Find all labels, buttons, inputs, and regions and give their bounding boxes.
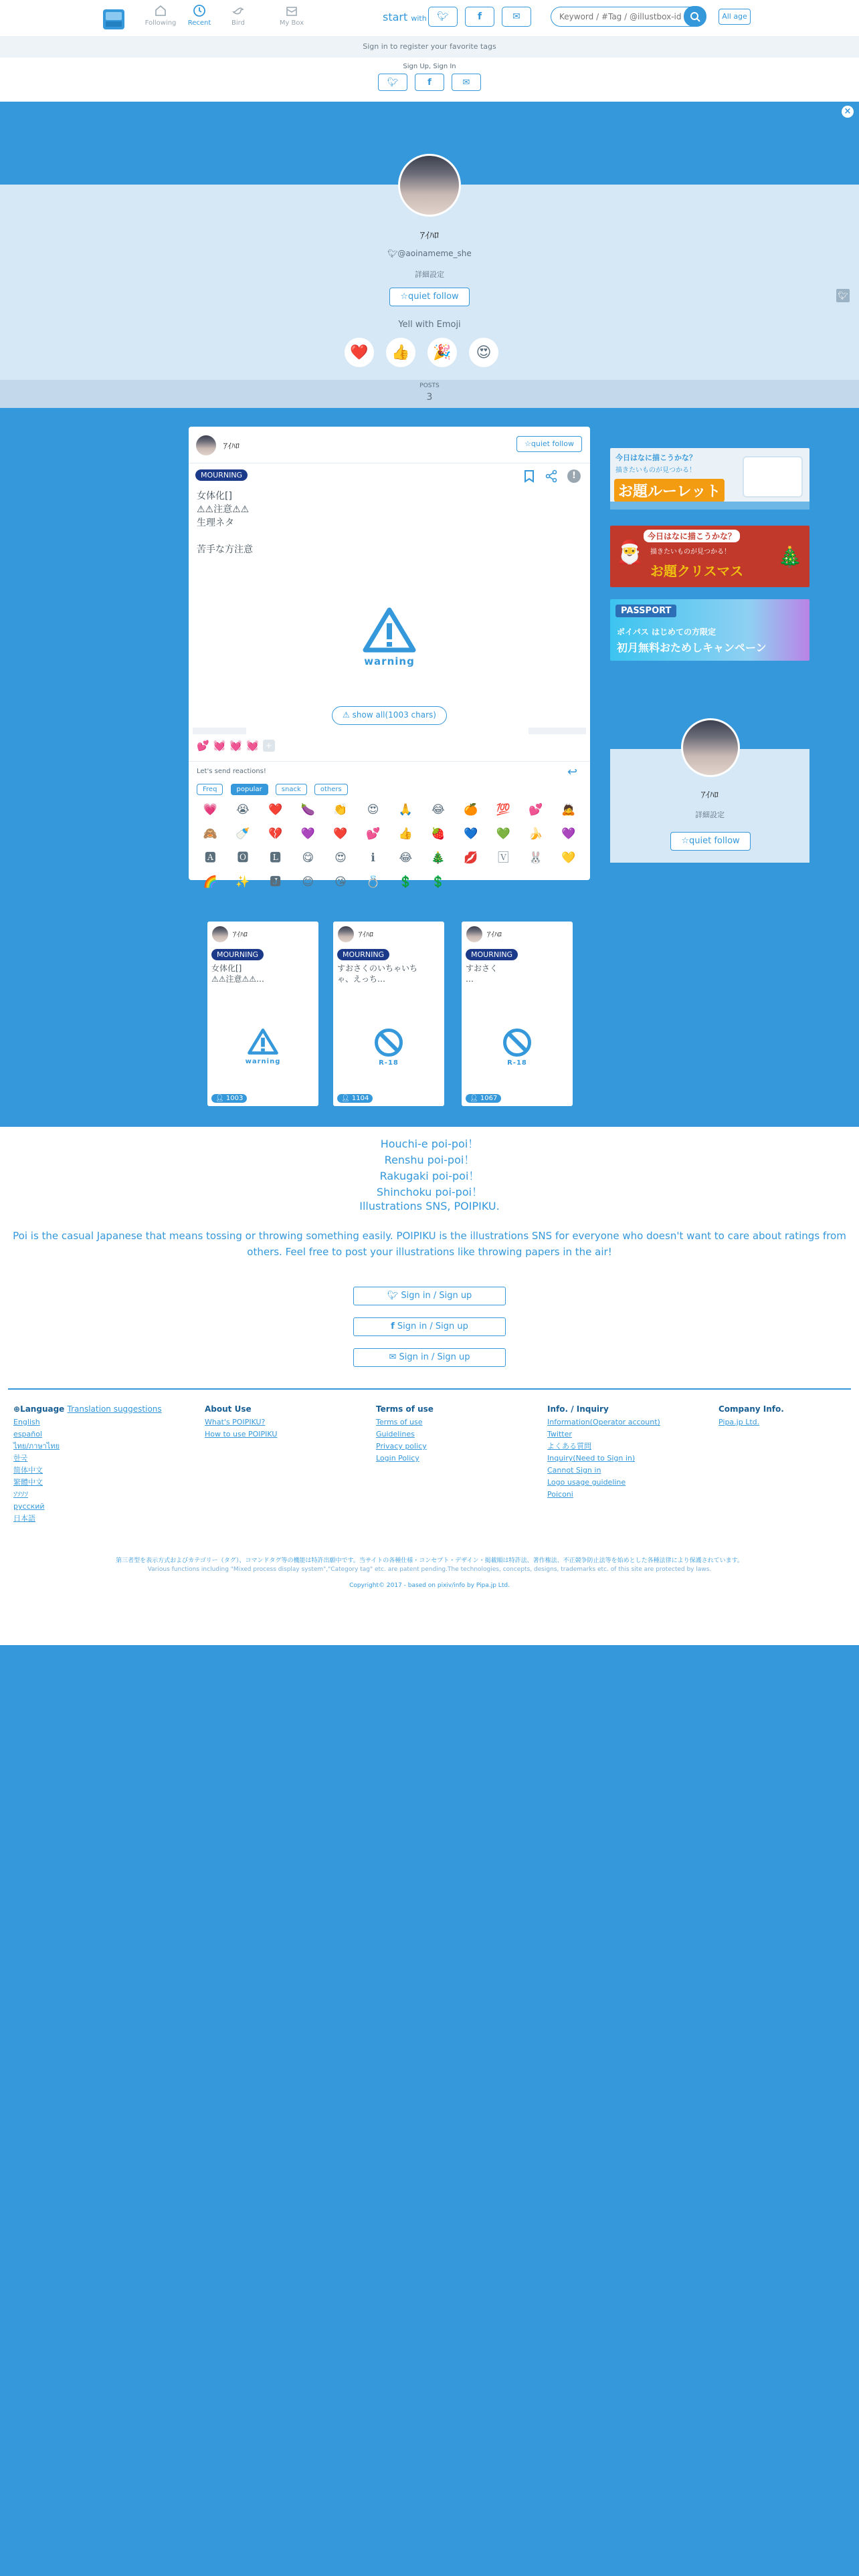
side-profile-name: ｱｲﾊﾛ [701, 790, 719, 800]
person-icon: 👤︎ [470, 1095, 478, 1102]
post-text-line: 女体化[] [197, 491, 232, 502]
reaction-option[interactable]: 🙈 [203, 827, 217, 841]
reaction-option[interactable]: ℹ [371, 851, 375, 865]
signin-banner-text: Sign in to register your favorite tags [363, 42, 496, 51]
poipiku-logo[interactable] [100, 5, 127, 32]
reaction-option[interactable]: 🅅 [497, 851, 509, 865]
email-signup-button[interactable]: ✉ Sign in / Sign up [353, 1348, 506, 1367]
divider [189, 761, 590, 762]
reaction-option[interactable]: ✨ [235, 875, 250, 889]
info-link[interactable]: Cannot Sign in [547, 1466, 601, 1475]
reaction-option[interactable]: 😍 [335, 851, 347, 865]
lang-link[interactable]: 한국 [13, 1454, 28, 1463]
reaction-emoji: 💓 [229, 740, 243, 752]
person-icon: 👤︎ [341, 1095, 350, 1102]
card-text: すおさく … [466, 964, 498, 984]
show-all-button[interactable]: ⚠ show all(1003 chars) [332, 706, 447, 725]
ad-headline: お題クリスマス [650, 563, 744, 579]
reaction-option[interactable]: 😂 [399, 851, 413, 865]
footer-info [547, 1403, 708, 1501]
profile-follow-button[interactable]: ☆quiet follow [389, 288, 470, 306]
reaction-option[interactable]: 🎄 [431, 851, 446, 865]
twitter-share-icon[interactable]: 🐦︎ [836, 289, 850, 302]
search-icon [690, 11, 700, 22]
reaction-option[interactable]: 🅾 [237, 851, 249, 865]
post-text-line: 生理ネタ [197, 518, 234, 528]
card-text: すおさくのいちゃいち ゃ、えっち… [337, 964, 418, 984]
footer-heading: About Use [205, 1404, 252, 1414]
ad-illustration [744, 457, 801, 496]
copyright-notice-ja: 第三者型を表示方式およびカテゴリー（タグ）、コマンドタグ等の機能は特許出願中です。当サイトの各種仕様・コンセプト・デザイン・掲載順は特許法、著作権法、不正競争防止法等を始めとした各種法律により保護されています。 [116, 1558, 743, 1564]
translation-link[interactable]: Translation suggestions [67, 1404, 162, 1414]
card-header [333, 922, 444, 947]
about-link[interactable]: What's POIPIKU? [205, 1418, 266, 1426]
reaction-option[interactable]: 🍆 [300, 803, 315, 817]
reaction-option[interactable]: 💚 [496, 827, 510, 841]
age-filter-button[interactable]: All age [719, 9, 751, 25]
reaction-option[interactable]: 😂 [432, 803, 445, 817]
reaction-option[interactable]: 👏 [333, 803, 348, 817]
category-chip[interactable]: MOURNING [337, 949, 389, 960]
post-thumbnail-card[interactable] [207, 922, 318, 1106]
reaction-tabs [197, 781, 352, 795]
reaction-option[interactable]: 😍 [367, 803, 379, 817]
copyright-notice-en: Various functions including "Mixed process display system","Category tag" etc. are patent pending.The technologies, concepts, designs, trademarks etc. of this site are protected by laws. [147, 1566, 712, 1573]
reaction-option[interactable]: 🌈 [203, 875, 217, 889]
reaction-option[interactable]: 🙏 [398, 803, 413, 817]
signin-banner[interactable] [0, 36, 859, 58]
box-icon [285, 4, 298, 17]
tagline: Shinchoku poi-poi！ [376, 1186, 483, 1198]
reaction-option[interactable]: 💕 [366, 827, 381, 841]
share-icon[interactable] [545, 469, 558, 483]
ad-banner-roulette[interactable] [610, 448, 809, 510]
post-text-line: 苦手な方注意 [197, 544, 253, 555]
char-count-badge: 👤︎ 1003 [211, 1094, 247, 1103]
globe-icon: ⊕ [13, 1404, 21, 1414]
signin-bar [0, 58, 859, 102]
tagline: Renshu poi-poi！ [384, 1154, 475, 1166]
lang-link[interactable]: 繁體中文 [13, 1478, 43, 1487]
nav-recent-label: Recent [187, 19, 211, 27]
terms-link[interactable]: Privacy policy [376, 1442, 427, 1451]
category-chip[interactable]: MOURNING [195, 469, 248, 481]
profile-avatar[interactable] [398, 154, 461, 217]
lang-link[interactable]: русский [13, 1502, 45, 1511]
ad-headline: お題ルーレット [614, 479, 725, 502]
reaction-option[interactable]: 🍊 [464, 803, 478, 817]
post-text [197, 490, 253, 556]
lang-link[interactable]: 日本語 [13, 1514, 35, 1523]
facebook-icon: f [427, 77, 432, 88]
email-start-button[interactable] [502, 7, 531, 27]
reaction-option[interactable]: 💲 [431, 875, 446, 889]
post-author-name[interactable]: ｱｲﾊﾛ [223, 441, 240, 451]
reaction-option[interactable]: 💔 [268, 827, 283, 841]
yell-emoji[interactable]: 👍 [386, 338, 415, 367]
footer-heading: Language [20, 1404, 65, 1414]
reaction-option[interactable]: 😘 [335, 875, 347, 889]
twitter-signup-button[interactable]: 🐦︎ Sign in / Sign up [353, 1287, 506, 1305]
footer-about [205, 1403, 359, 1440]
reaction-option[interactable]: 💯 [496, 803, 510, 817]
mail-icon: ✉ [462, 77, 470, 88]
yell-label: Yell with Emoji [398, 320, 461, 330]
warning-icon [248, 1029, 278, 1055]
posts-label: POSTS [419, 383, 440, 389]
nav-following[interactable] [140, 4, 181, 27]
side-profile-note: 詳細設定 [695, 811, 725, 819]
reaction-option[interactable]: 💜 [561, 827, 576, 841]
mail-icon: ✉ [512, 11, 520, 22]
post-text-line: ⚠⚠注意⚠⚠ [197, 504, 250, 515]
ad-line: 描きたいものが見つかる！ [650, 548, 731, 556]
nav-recent[interactable] [179, 4, 219, 27]
footer-heading: Company Info. [719, 1404, 784, 1414]
twitter-icon: 🐦︎ [387, 77, 399, 88]
terms-link[interactable]: Terms of use [376, 1418, 423, 1426]
card-header [462, 922, 573, 947]
ad-line: PASSPORT [615, 605, 676, 617]
tab-others[interactable]: others [314, 784, 348, 795]
facebook-signup-button[interactable]: f Sign in / Sign up [353, 1317, 506, 1336]
footer-company [719, 1403, 846, 1428]
nav-bird[interactable] [218, 4, 258, 27]
terms-link[interactable]: Guidelines [376, 1430, 415, 1438]
twitter-icon: 🐦︎ [387, 1291, 399, 1301]
reaction-option[interactable]: 💍 [366, 875, 381, 889]
card-thumb-label: R-18 [379, 1059, 399, 1067]
category-chip[interactable]: MOURNING [466, 949, 518, 960]
profile-handle[interactable]: 🐦︎@aoinameme_she [387, 249, 472, 258]
footer-divider [8, 1388, 851, 1390]
nav-mybox[interactable] [272, 4, 312, 27]
ad-banner-christmas[interactable] [610, 526, 809, 587]
reaction-option[interactable]: ❤️ [268, 803, 283, 817]
post-thumbnail-card[interactable] [462, 922, 573, 1106]
ad-headline: 初月無料おためしキャンペーン [617, 641, 767, 654]
card-header [207, 922, 318, 947]
card-author-avatar[interactable] [466, 926, 483, 943]
char-count-badge: 👤︎ 1067 [466, 1094, 501, 1103]
side-follow-button[interactable]: ☆quiet follow [670, 832, 751, 851]
tab-popular[interactable]: popular [231, 784, 268, 795]
info-link[interactable]: Logo usage guideline [547, 1478, 626, 1487]
card-thumb-label: R-18 [507, 1059, 527, 1067]
home-icon [154, 4, 167, 17]
post-follow-button[interactable]: ☆quiet follow [516, 436, 582, 452]
posts-count: 3 [426, 392, 433, 403]
r18-icon [503, 1029, 531, 1057]
search-box [551, 7, 706, 27]
ad-line: 今日はなに描こうかな？ [644, 530, 740, 542]
blurred-meta-left [193, 728, 246, 734]
bookmark-icon[interactable] [523, 469, 535, 483]
search-input[interactable] [551, 7, 682, 25]
twitter-signin-button[interactable] [378, 74, 407, 91]
terms-link[interactable]: Login Policy [376, 1454, 419, 1463]
tagline: Houchi-e poi-poi！ [380, 1138, 479, 1150]
mail-icon: ✉ [389, 1352, 397, 1362]
reaction-option[interactable]: 💕 [529, 803, 543, 817]
category-chip[interactable]: MOURNING [211, 949, 264, 960]
facebook-icon: f [477, 11, 482, 22]
person-icon: 👤︎ [215, 1095, 224, 1102]
warning-label: warning [364, 655, 415, 667]
reaction-prompt: Let's send reactions! [197, 768, 266, 775]
emoji-grid [194, 802, 585, 889]
info-icon[interactable]: ! [567, 469, 581, 483]
reaction-option[interactable]: 💛 [561, 851, 576, 865]
santa-icon: 🎅 [615, 539, 644, 566]
facebook-signin-button[interactable] [415, 74, 444, 91]
lang-link[interactable]: ไทย/ภาษาไทย [13, 1442, 60, 1451]
tab-freq[interactable]: Freq [197, 784, 223, 795]
ad-banner-passport[interactable] [610, 599, 809, 661]
start-with-label: start with [383, 11, 427, 23]
post-thumbnail-card[interactable] [333, 922, 444, 1106]
post-author-avatar[interactable] [195, 435, 217, 456]
yell-emoji[interactable]: 😍 [469, 338, 498, 367]
reaction-option[interactable]: 💙 [464, 827, 478, 841]
tree-icon: 🎄 [777, 546, 803, 569]
reaction-option[interactable]: 🅻 [270, 851, 282, 865]
clock-icon [193, 4, 206, 17]
reaction-option[interactable]: 🙇 [561, 803, 576, 817]
info-link[interactable]: Information(Operator account) [547, 1418, 660, 1426]
top-header [0, 0, 859, 36]
facebook-start-button[interactable] [465, 7, 494, 27]
lang-link[interactable]: 简体中文 [13, 1466, 43, 1475]
nav-following-label: Following [145, 19, 177, 27]
twitter-start-button[interactable] [428, 7, 458, 27]
info-link[interactable]: Poiconi [547, 1490, 573, 1499]
yell-emoji[interactable]: 🎉 [427, 338, 457, 367]
tagline: Illustrations SNS, POIPIKU. [359, 1200, 500, 1212]
card-author-avatar[interactable] [211, 926, 229, 943]
warning-image[interactable] [356, 607, 423, 667]
footer-heading: Info. / Inquiry [547, 1404, 609, 1414]
search-button[interactable] [684, 6, 706, 27]
lang-link[interactable]: ｿｿｿｿ [13, 1490, 28, 1499]
close-icon[interactable]: × [842, 106, 854, 118]
card-author-name[interactable]: ｱｲﾊﾛ [233, 930, 248, 939]
r18-icon [375, 1029, 403, 1057]
reply-icon[interactable]: ↩ [567, 765, 578, 779]
nav-mybox-label: My Box [279, 19, 304, 27]
reaction-option[interactable]: 💋 [464, 851, 478, 865]
ad-line: ポイパス はじめての方限定 [617, 627, 716, 637]
card-thumb-label: warning [245, 1058, 281, 1065]
tab-snack[interactable]: snack [276, 784, 307, 795]
card-text: 女体化[] ⚠⚠注意⚠⚠… [211, 964, 265, 984]
reaction-option[interactable]: 💲 [398, 875, 413, 889]
yell-emoji-row [345, 338, 498, 367]
nav-bird-label: Bird [231, 19, 245, 27]
reaction-row [197, 740, 275, 752]
intro-text: Poi is the casual Japanese that means tossing or throwing something easily. POIPIKU is the illustrations SNS for everyone who doesn't want to care about ratings from others. Feel free to post your illustrations like throwing papers in the air! [13, 1230, 846, 1258]
twitter-icon: 🐦︎ [437, 11, 449, 22]
card-thumbnail [462, 1029, 573, 1067]
yell-emoji[interactable]: ❤️ [345, 338, 374, 367]
reaction-option[interactable]: 😋 [302, 851, 314, 865]
post-card [189, 427, 590, 889]
lang-link[interactable]: English [13, 1418, 40, 1426]
footer-heading: Terms of use [376, 1404, 434, 1414]
facebook-icon: f [391, 1321, 395, 1331]
reaction-option[interactable]: 😭 [236, 803, 250, 817]
reaction-option[interactable]: ❤️ [333, 827, 348, 841]
email-signin-button[interactable] [452, 74, 481, 91]
reaction-option[interactable]: 🍼 [235, 827, 250, 841]
ad-line: 今日はなに描こうかな？ [615, 453, 696, 462]
signin-small-text: Sign Up, Sign In [403, 63, 456, 70]
more-reactions-icon[interactable]: + [263, 740, 275, 752]
card-thumbnail [207, 1029, 318, 1065]
lang-link[interactable]: español [13, 1430, 42, 1438]
copyright-line: Copyright© 2017 - based on pixiv/info by Pipa.jp Ltd. [349, 1582, 510, 1589]
ad-footer [610, 502, 809, 510]
tagline: Rakugaki poi-poi！ [379, 1170, 480, 1182]
reaction-emoji: 💓 [246, 740, 259, 752]
company-link[interactable]: Pipa.jp Ltd. [719, 1418, 760, 1426]
info-link[interactable]: Twitter [547, 1430, 572, 1438]
reaction-option[interactable]: 🅰 [204, 851, 216, 865]
twitter-icon: 🐦︎ [387, 249, 398, 258]
reaction-option[interactable]: 🐰 [529, 851, 543, 865]
reaction-emoji: 💕 [197, 740, 209, 752]
warning-small-icon: ⚠ [343, 710, 350, 720]
side-profile-avatar[interactable] [681, 718, 740, 777]
reaction-option[interactable]: 💗 [203, 803, 217, 817]
about-link[interactable]: How to use POIPIKU [205, 1430, 278, 1438]
info-link[interactable]: よくある質問 [547, 1442, 591, 1451]
profile-name: ｱｲﾊﾛ [420, 231, 439, 241]
reaction-option[interactable]: 🍌 [529, 827, 543, 841]
card-author-avatar[interactable] [337, 926, 355, 943]
card-thumbnail [333, 1029, 444, 1067]
reaction-option[interactable]: 😊 [302, 875, 314, 889]
reaction-option[interactable]: 🅹 [270, 875, 282, 889]
card-author-name[interactable]: ｱｲﾊﾛ [359, 930, 373, 939]
footer-language [13, 1403, 187, 1525]
reaction-emoji: 💓 [213, 740, 226, 752]
profile-note: 詳細設定 [415, 270, 444, 279]
bird-icon [231, 4, 245, 17]
footer-terms [376, 1403, 530, 1465]
reaction-option[interactable]: 👍 [398, 827, 413, 841]
card-author-name[interactable]: ｱｲﾊﾛ [487, 930, 502, 939]
warning-icon [363, 607, 416, 654]
info-link[interactable]: Inquiry(Need to Sign in) [547, 1454, 636, 1463]
blurred-meta-right [529, 728, 586, 734]
reaction-option[interactable]: 💜 [300, 827, 315, 841]
reaction-option[interactable]: 🍓 [431, 827, 446, 841]
ad-line: 描きたいものが見つかる！ [615, 467, 696, 474]
char-count-badge: 👤︎ 1104 [337, 1094, 373, 1103]
